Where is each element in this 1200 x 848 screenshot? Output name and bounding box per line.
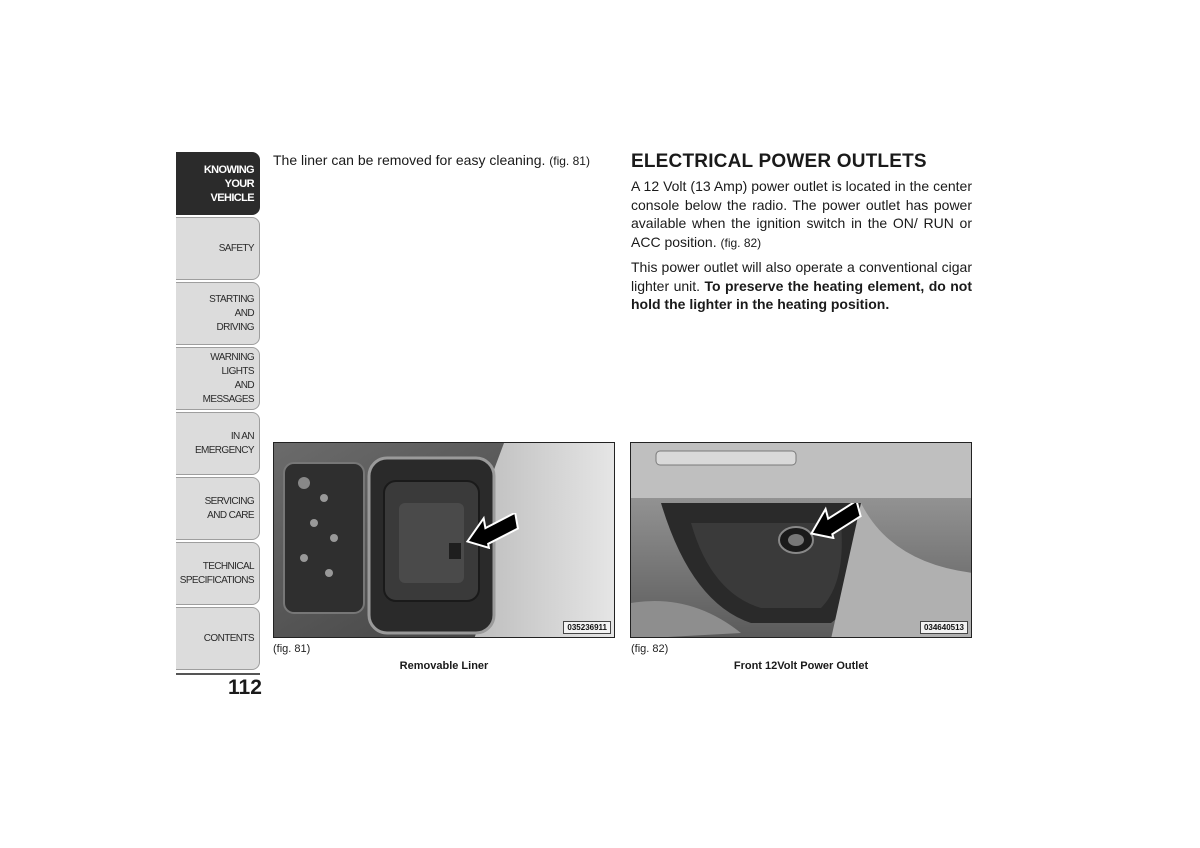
figure-power-outlet (630, 442, 972, 638)
liner-paragraph (273, 151, 618, 171)
figure-code: 035236911 (563, 621, 611, 634)
tab-technical-specifications[interactable]: TECHNICAL SPECIFICATIONS (176, 542, 260, 605)
figure-label: (fig. 82) (631, 643, 669, 655)
tab-starting-and-driving[interactable]: STARTING AND DRIVING (176, 282, 260, 345)
figure-code: 034640513 (920, 621, 968, 634)
cigar-lighter-text: This power outlet will also operate a conventional cigar lighter unit. (631, 259, 972, 294)
figure-caption: Removable Liner (399, 660, 489, 672)
cigar-lighter-paragraph (631, 258, 972, 314)
tab-knowing-your-vehicle[interactable]: KNOWING YOUR VEHICLE (176, 152, 260, 215)
tab-divider (176, 673, 260, 675)
tab-warning-lights[interactable]: WARNING LIGHTS AND MESSAGES (176, 347, 260, 410)
arrow-icon (807, 503, 863, 539)
arrow-icon (464, 513, 520, 549)
liner-text: The liner can be removed for easy cleaning. (273, 152, 546, 168)
tab-servicing-and-care[interactable]: SERVICING AND CARE (176, 477, 260, 540)
fig-82-reference[interactable]: (fig. 82) (720, 235, 762, 250)
fig-81-reference[interactable]: (fig. 81) (549, 154, 590, 168)
power-outlet-paragraph (631, 177, 972, 252)
figure-caption: Front 12Volt Power Outlet (733, 660, 869, 672)
tab-contents[interactable]: CONTENTS (176, 607, 260, 670)
tab-safety[interactable]: SAFETY (176, 217, 260, 280)
section-heading: ELECTRICAL POWER OUTLETS (631, 151, 927, 172)
right-column (631, 151, 972, 314)
figure-removable-liner (273, 442, 615, 638)
power-outlet-photo-illustration (631, 443, 972, 638)
heating-warning-text: To preserve the heating element, do not hold the lighter in the heating position. (631, 277, 973, 312)
page-number: 112 (228, 676, 262, 699)
tab-in-an-emergency[interactable]: IN AN EMERGENCY (176, 412, 260, 475)
figure-label: (fig. 81) (273, 643, 311, 655)
liner-photo-illustration (274, 443, 615, 638)
left-column (273, 151, 618, 171)
power-outlet-text: A 12 Volt (13 Amp) power outlet is located in the center console below the radio. The power outlet has power available when the ignition switch in the ON/ RUN or ACC position. (631, 178, 972, 250)
